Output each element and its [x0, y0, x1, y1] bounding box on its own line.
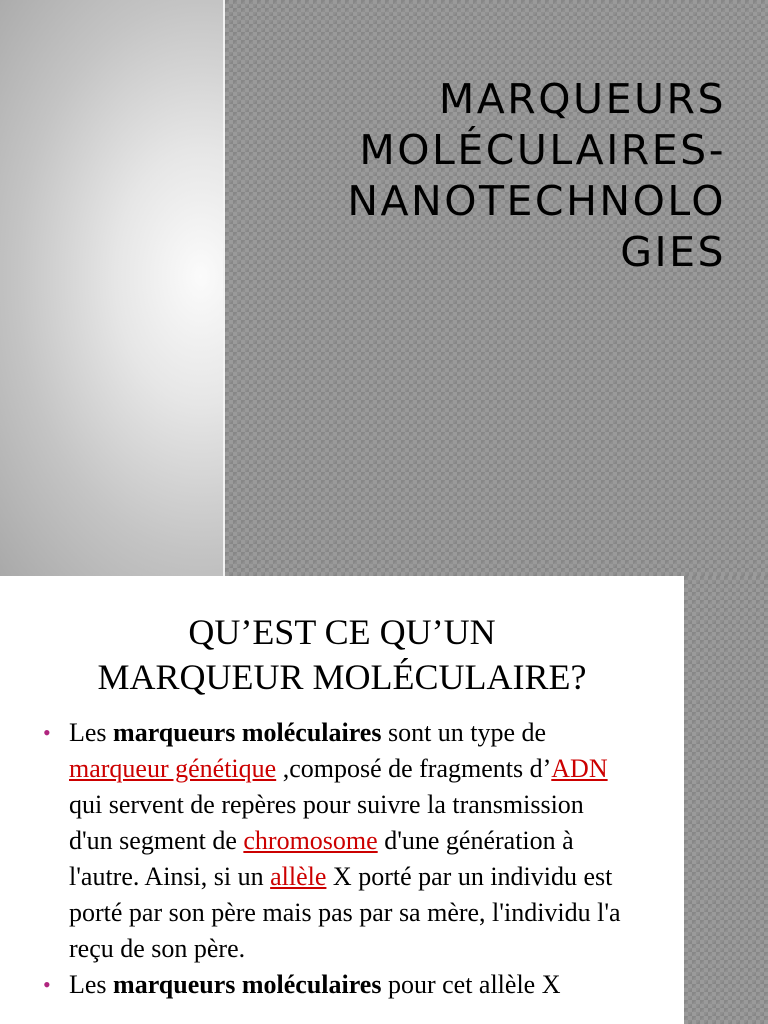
link-allele[interactable]: allèle: [270, 862, 327, 891]
content-title-line: QU’EST CE QU’UN: [188, 612, 496, 652]
bullet-text: X porté par un individu est porté par son père mais pas par sa mère, l'individu l'a reçu de son père.: [69, 862, 621, 963]
bullet-list: [0, 715, 684, 1003]
slide-title-line: MARQUEURS: [438, 75, 726, 123]
content-slide-title: [0, 610, 684, 700]
bullet-glyph: •: [43, 720, 51, 745]
content-title-line: MARQUEUR MOLÉCULAIRE?: [97, 657, 587, 697]
bullet-text: Les: [69, 718, 114, 747]
slide-title-line: NANOTECHNOLO: [347, 177, 726, 225]
slide-left-gradient-panel: [0, 0, 223, 576]
bullet-item: [0, 715, 684, 967]
bullet-text: ,composé de fragments d’: [276, 754, 552, 783]
bullet-glyph: •: [43, 972, 51, 997]
bullet-text: sont un type de: [381, 718, 547, 747]
bullet-text: pour cet allèle X: [381, 970, 561, 999]
bullet-text: Les: [69, 970, 114, 999]
bullet-item: [0, 967, 684, 1003]
link-marqueur-genetique[interactable]: marqueur génétique: [69, 754, 277, 783]
bold-term: marqueurs moléculaires: [113, 718, 382, 747]
slide-title-line: GIES: [620, 228, 726, 276]
link-adn[interactable]: ADN: [551, 754, 608, 783]
bullet-text: d'une génération à l'autre. Ainsi, si un: [69, 826, 574, 891]
content-slide: [0, 576, 768, 1024]
slide-right-pattern-strip: [684, 576, 768, 1024]
link-chromosome[interactable]: chromosome: [243, 826, 378, 855]
slide-title: [286, 74, 726, 278]
slide-title-line: MOLÉCULAIRES-: [359, 126, 726, 174]
bold-term: marqueurs moléculaires: [113, 970, 382, 999]
bullet-text: qui servent de repères pour suivre la transmission d'un segment de: [69, 790, 584, 855]
